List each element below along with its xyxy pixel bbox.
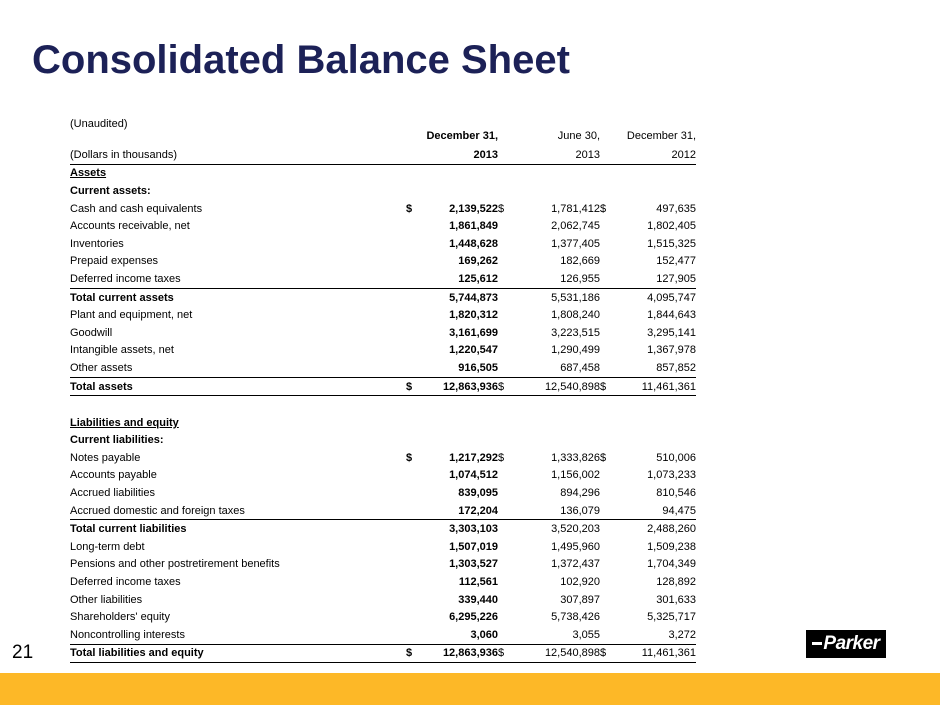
value-jun-2013: 5,738,426 [551,611,600,624]
table-row [70,591,696,609]
assets-heading-row [70,164,696,182]
value-jun-2013: 12,540,898 [516,377,600,396]
currency-symbol [498,484,516,502]
currency-symbol [600,520,618,538]
value-jun-2013: 12,540,898 [516,644,600,663]
col-header-2-line1: June 30, [557,130,600,142]
row-label: Accrued domestic and foreign taxes [70,502,406,520]
current-assets-heading: Current assets: [70,184,151,197]
value-dec-2012: 1,704,349 [647,558,696,571]
value-jun-2013: 5,531,186 [551,291,600,304]
header-row-2 [70,146,696,164]
spacer-row [70,396,696,414]
currency-symbol [600,626,618,644]
value-dec-2013: 125,612 [424,270,498,288]
currency-symbol [406,217,424,235]
value-dec-2012: 497,635 [656,202,696,215]
current-liabilities-heading-row [70,432,696,450]
row-label: Accounts receivable, net [70,220,190,233]
currency-symbol [600,591,618,609]
value-dec-2012: 1,844,643 [647,309,696,322]
value-jun-2013: 307,897 [560,593,600,606]
currency-symbol [600,502,618,520]
col-header-1-line2: 2013 [424,146,498,164]
value-dec-2013: 12,863,936 [424,377,498,396]
row-label: Prepaid expenses [70,255,159,268]
row-label: Cash and cash equivalents [70,202,203,215]
header-row-1 [70,114,696,146]
currency-symbol [498,235,516,253]
currency-symbol: $ [600,644,618,663]
currency-symbol: $ [498,202,505,215]
currency-symbol [498,324,516,342]
value-dec-2012: 301,633 [656,593,696,606]
currency-symbol [406,520,424,538]
value-jun-2013: 1,290,499 [551,344,600,357]
currency-symbol [498,288,516,306]
currency-symbol [406,306,424,324]
currency-symbol [406,484,424,502]
currency-symbol [406,538,424,556]
currency-symbol [498,359,516,377]
currency-symbol: $ [498,451,505,464]
current-assets-heading-row [70,182,696,200]
table-row [70,573,696,591]
value-dec-2012: 4,095,747 [647,291,696,304]
value-dec-2013: 1,507,019 [449,540,498,553]
currency-symbol [406,556,424,574]
value-dec-2012: 2,488,260 [647,523,696,536]
value-dec-2012: 11,461,361 [618,377,696,396]
value-dec-2013: 172,204 [424,502,498,520]
currency-symbol [406,359,424,377]
value-dec-2012: 1,515,325 [647,237,696,250]
table-row [70,235,696,253]
currency-symbol [406,342,424,360]
footer-bar [0,673,940,705]
col-header-1-line1: December 31, [426,130,498,142]
value-dec-2013: 1,861,849 [449,220,498,233]
currency-symbol [498,270,516,288]
value-dec-2012: 857,852 [618,359,696,377]
table-row [70,556,696,574]
row-label: Shareholders' equity [70,611,170,624]
currency-symbol [600,608,618,626]
row-label: Total liabilities and equity [70,644,406,663]
currency-symbol [498,342,516,360]
row-label: Total current liabilities [70,523,187,536]
value-jun-2013: 687,458 [516,359,600,377]
liabilities-heading-row [70,414,696,432]
currency-symbol [600,235,618,253]
table-row [70,608,696,626]
value-dec-2013: 6,295,226 [449,611,498,624]
value-dec-2012: 810,546 [656,487,696,500]
currency-symbol [600,217,618,235]
table-row [70,467,696,485]
value-jun-2013: 3,223,515 [551,326,600,339]
value-dec-2013: 3,161,699 [449,326,498,339]
page-number: 21 [12,642,34,663]
value-dec-2013: 3,060 [424,626,498,644]
table-row [70,449,696,467]
value-dec-2013: 1,074,512 [449,469,498,482]
value-jun-2013: 894,296 [560,487,600,500]
value-dec-2012: 127,905 [618,270,696,288]
table-row [70,253,696,271]
currency-symbol [600,467,618,485]
currency-symbol [406,502,424,520]
value-dec-2013: 1,303,527 [449,558,498,571]
col-header-3-line2: 2012 [618,146,696,164]
row-label: Goodwill [70,326,113,339]
currency-symbol [406,467,424,485]
currency-symbol [406,324,424,342]
table-row [70,270,696,288]
value-jun-2013: 1,808,240 [551,309,600,322]
currency-symbol [498,538,516,556]
value-dec-2012: 1,509,238 [647,540,696,553]
value-dec-2013: 1,220,547 [449,344,498,357]
currency-symbol [498,573,516,591]
value-jun-2013: 102,920 [560,576,600,589]
unaudited-label: (Unaudited) [70,118,128,130]
currency-symbol [600,324,618,342]
value-dec-2013: 916,505 [424,359,498,377]
row-label: Total assets [70,377,406,396]
currency-symbol: $ [406,451,413,464]
value-jun-2013: 182,669 [560,255,600,268]
table-row [70,484,696,502]
table-row [70,520,696,538]
value-jun-2013: 3,520,203 [551,523,600,536]
currency-symbol [498,467,516,485]
value-dec-2012: 1,802,405 [647,220,696,233]
row-label: Long-term debt [70,540,145,553]
table-row [70,306,696,324]
currency-symbol: $ [498,644,516,663]
currency-symbol [406,591,424,609]
value-dec-2012: 1,073,233 [647,469,696,482]
currency-symbol [406,235,424,253]
row-label: Intangible assets, net [70,344,174,357]
assets-heading: Assets [70,167,107,180]
currency-symbol [498,217,516,235]
page-title: Consolidated Balance Sheet [32,38,570,82]
table-row [70,288,696,306]
col-header-3-line1: December 31, [626,130,696,142]
currency-symbol [600,253,618,271]
value-dec-2012: 94,475 [618,502,696,520]
value-dec-2013: 1,448,628 [449,237,498,250]
currency-symbol [600,342,618,360]
table-row [70,324,696,342]
current-liabilities-heading: Current liabilities: [70,434,164,447]
currency-symbol [406,573,424,591]
value-dec-2013: 2,139,522 [449,202,498,215]
currency-symbol [600,573,618,591]
value-jun-2013: 1,377,405 [551,237,600,250]
currency-symbol [406,608,424,626]
value-dec-2012: 128,892 [656,576,696,589]
col-header-2-line2: 2013 [516,146,600,164]
value-dec-2012: 11,461,361 [618,644,696,663]
currency-symbol [498,502,516,520]
logo-bar-icon [812,642,822,645]
liabilities-heading: Liabilities and equity [70,416,179,429]
currency-symbol [498,253,516,271]
currency-symbol: $ [600,377,618,396]
value-dec-2012: 510,006 [656,451,696,464]
currency-symbol [600,484,618,502]
currency-symbol [600,306,618,324]
currency-symbol: $ [406,377,424,396]
row-label: Noncontrolling interests [70,626,406,644]
value-dec-2013: 12,863,936 [424,644,498,663]
value-dec-2012: 3,295,141 [647,326,696,339]
row-label: Other assets [70,359,406,377]
currency-symbol [600,270,618,288]
row-label: Deferred income taxes [70,270,406,288]
logo-text: Parker [823,633,880,654]
value-dec-2013: 339,440 [458,593,498,606]
currency-symbol [498,608,516,626]
table-row [70,359,696,377]
row-label: Total current assets [70,291,174,304]
value-jun-2013: 2,062,745 [551,220,600,233]
currency-symbol [498,306,516,324]
value-dec-2013: 169,262 [458,255,498,268]
table-row [70,502,696,520]
table-row [70,538,696,556]
row-label: Accounts payable [70,469,157,482]
currency-symbol [600,359,618,377]
value-dec-2013: 3,303,103 [449,523,498,536]
currency-symbol [406,288,424,306]
currency-symbol [406,270,424,288]
currency-symbol: $ [600,202,607,215]
table-row [70,377,696,396]
currency-symbol [498,591,516,609]
value-jun-2013: 126,955 [516,270,600,288]
value-jun-2013: 3,055 [516,626,600,644]
table-row [70,644,696,663]
row-label: Inventories [70,237,124,250]
dollars-label: (Dollars in thousands) [70,146,406,164]
value-dec-2013: 1,217,292 [449,451,498,464]
value-dec-2012: 1,367,978 [647,344,696,357]
row-label: Accrued liabilities [70,487,155,500]
table-row [70,217,696,235]
currency-symbol [498,520,516,538]
currency-symbol: $ [406,644,424,663]
row-label: Other liabilities [70,593,143,606]
row-label: Pensions and other postretirement benefits [70,558,280,571]
value-dec-2012: 3,272 [618,626,696,644]
value-dec-2013: 5,744,873 [449,291,498,304]
value-jun-2013: 1,333,826 [551,451,600,464]
currency-symbol [498,556,516,574]
currency-symbol [600,556,618,574]
value-dec-2013: 839,095 [458,487,498,500]
currency-symbol: $ [600,451,607,464]
currency-symbol [406,626,424,644]
row-label: Deferred income taxes [70,576,181,589]
value-dec-2012: 152,477 [656,255,696,268]
table-row [70,626,696,644]
value-jun-2013: 1,156,002 [551,469,600,482]
currency-symbol: $ [498,377,516,396]
value-jun-2013: 1,781,412 [551,202,600,215]
parker-logo [806,630,886,658]
balance-sheet-table [70,114,696,663]
value-jun-2013: 136,079 [516,502,600,520]
value-dec-2013: 112,561 [458,576,498,589]
value-dec-2012: 5,325,717 [647,611,696,624]
row-label: Plant and equipment, net [70,309,193,322]
value-dec-2013: 1,820,312 [449,309,498,322]
table-row [70,342,696,360]
currency-symbol [600,538,618,556]
currency-symbol: $ [406,202,413,215]
currency-symbol [600,288,618,306]
row-label: Notes payable [70,451,141,464]
value-jun-2013: 1,372,437 [551,558,600,571]
currency-symbol [498,626,516,644]
value-jun-2013: 1,495,960 [551,540,600,553]
table-row [70,200,696,218]
currency-symbol [406,253,424,271]
